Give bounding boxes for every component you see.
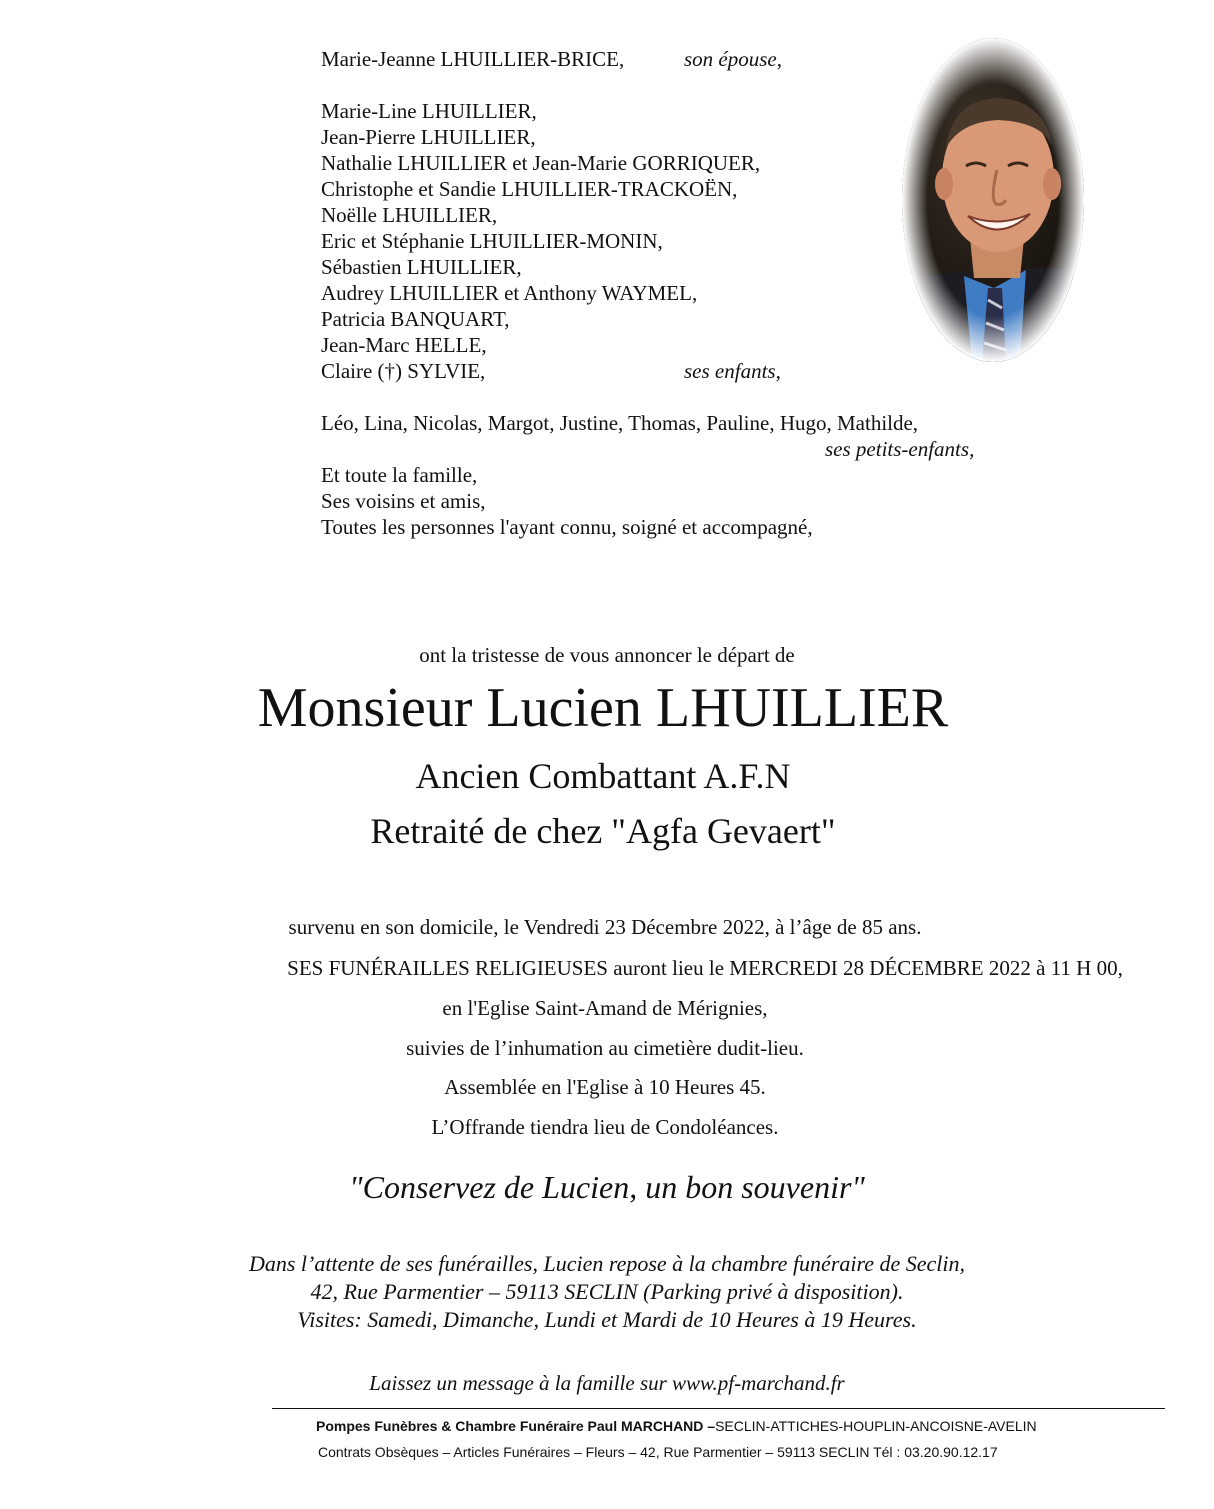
memorial-quote: "Conservez de Lucien, un bon souvenir" <box>349 1169 865 1205</box>
child-name: Christophe et Sandie LHUILLIER-TRACKOËN, <box>321 177 738 201</box>
spouse-name: Marie-Jeanne LHUILLIER-BRICE, <box>321 47 625 71</box>
waiting-info <box>0 1250 1214 1334</box>
spouse-role: son épouse, <box>684 47 782 71</box>
funeral-details: SES FUNÉRAILLES RELIGIEUSES auront lieu le MERCREDI 28 DÉCEMBRE 2022 à 11 H 00, <box>287 956 1123 980</box>
child-name: Sébastien LHUILLIER, <box>321 255 522 279</box>
grandchildren-role-line <box>321 436 975 462</box>
child-name: Nathalie LHUILLIER et Jean-Marie GORRIQUER, <box>321 151 761 175</box>
spouse-line <box>321 46 918 72</box>
deceased-title-veteran: Ancien Combattant A.F.N <box>415 756 791 796</box>
waiting-line: Dans l’attente de ses funérailles, Lucien repose à la chambre funéraire de Seclin, <box>248 1251 966 1276</box>
child-line <box>321 306 918 332</box>
child-name: Jean-Pierre LHUILLIER, <box>321 125 536 149</box>
child-line <box>321 150 918 176</box>
grandchildren-role: ses petits-enfants, <box>825 437 975 461</box>
other-mourners: Toutes les personnes l'ayant connu, soigné et accompagné, <box>321 515 813 539</box>
other-line <box>321 514 918 540</box>
child-line <box>321 202 918 228</box>
deceased-name: Monsieur Lucien LHUILLIER <box>257 677 949 739</box>
child-line <box>321 254 918 280</box>
grandchildren-line <box>321 410 918 436</box>
condolence-message: Laissez un message à la famille sur www.pf-marchand.fr <box>369 1371 845 1395</box>
church-location: en l'Eglise Saint-Amand de Mérignies, <box>442 996 768 1020</box>
footer-divider <box>272 1408 1165 1409</box>
burial-details: suivies de l’inhumation au cimetière dudit-lieu. <box>406 1036 804 1060</box>
announcement: ont la tristesse de vous annoncer le départ de <box>419 643 795 667</box>
waiting-line: 42, Rue Parmentier – 59113 SECLIN (Parking privé à disposition). <box>310 1279 904 1304</box>
deceased-title-retired: Retraité de chez "Agfa Gevaert" <box>370 811 836 851</box>
child-name: Audrey LHUILLIER et Anthony WAYMEL, <box>321 281 698 305</box>
child-line <box>321 332 918 358</box>
footer-company-line <box>316 1418 1037 1434</box>
child-name: Noëlle LHUILLIER, <box>321 203 498 227</box>
child-line <box>321 176 918 202</box>
child-line <box>321 124 918 150</box>
child-line <box>321 98 918 124</box>
other-mourners: Et toute la famille, <box>321 463 478 487</box>
grandchildren-names: Léo, Lina, Nicolas, Margot, Justine, Thomas, Pauline, Hugo, Mathilde, <box>321 411 919 435</box>
other-mourners: Ses voisins et amis, <box>321 489 486 513</box>
child-name: Marie-Line LHUILLIER, <box>321 99 537 123</box>
portrait-illustration <box>902 38 1084 362</box>
children-role: ses enfants, <box>684 359 781 383</box>
footer-contact: Contrats Obsèques – Articles Funéraires – Fleurs – 42, Rue Parmentier – 59113 SECLIN Tél : 03.20.90.12.17 <box>318 1444 998 1460</box>
offering-note: L’Offrande tiendra lieu de Condoléances. <box>431 1115 779 1139</box>
family-list <box>321 46 975 540</box>
child-line <box>321 280 918 306</box>
child-name: Claire (†) SYLVIE, <box>321 359 486 383</box>
other-line <box>321 488 918 514</box>
child-name: Eric et Stéphanie LHUILLIER-MONIN, <box>321 229 663 253</box>
assembly-time: Assemblée en l'Eglise à 10 Heures 45. <box>444 1075 766 1099</box>
footer-company: Pompes Funèbres & Chambre Funéraire Paul MARCHAND – <box>316 1418 716 1434</box>
child-line <box>321 228 918 254</box>
child-name: Patricia BANQUART, <box>321 307 510 331</box>
footer-towns: SECLIN-ATTICHES-HOUPLIN-ANCOISNE-AVELIN <box>715 1418 1037 1434</box>
child-line <box>321 358 918 384</box>
portrait-photo <box>902 38 1084 362</box>
death-details: survenu en son domicile, le Vendredi 23 Décembre 2022, à l’âge de 85 ans. <box>288 915 922 939</box>
other-line <box>321 462 918 488</box>
child-name: Jean-Marc HELLE, <box>321 333 487 357</box>
waiting-line: Visites: Samedi, Dimanche, Lundi et Mardi de 10 Heures à 19 Heures. <box>297 1307 917 1332</box>
